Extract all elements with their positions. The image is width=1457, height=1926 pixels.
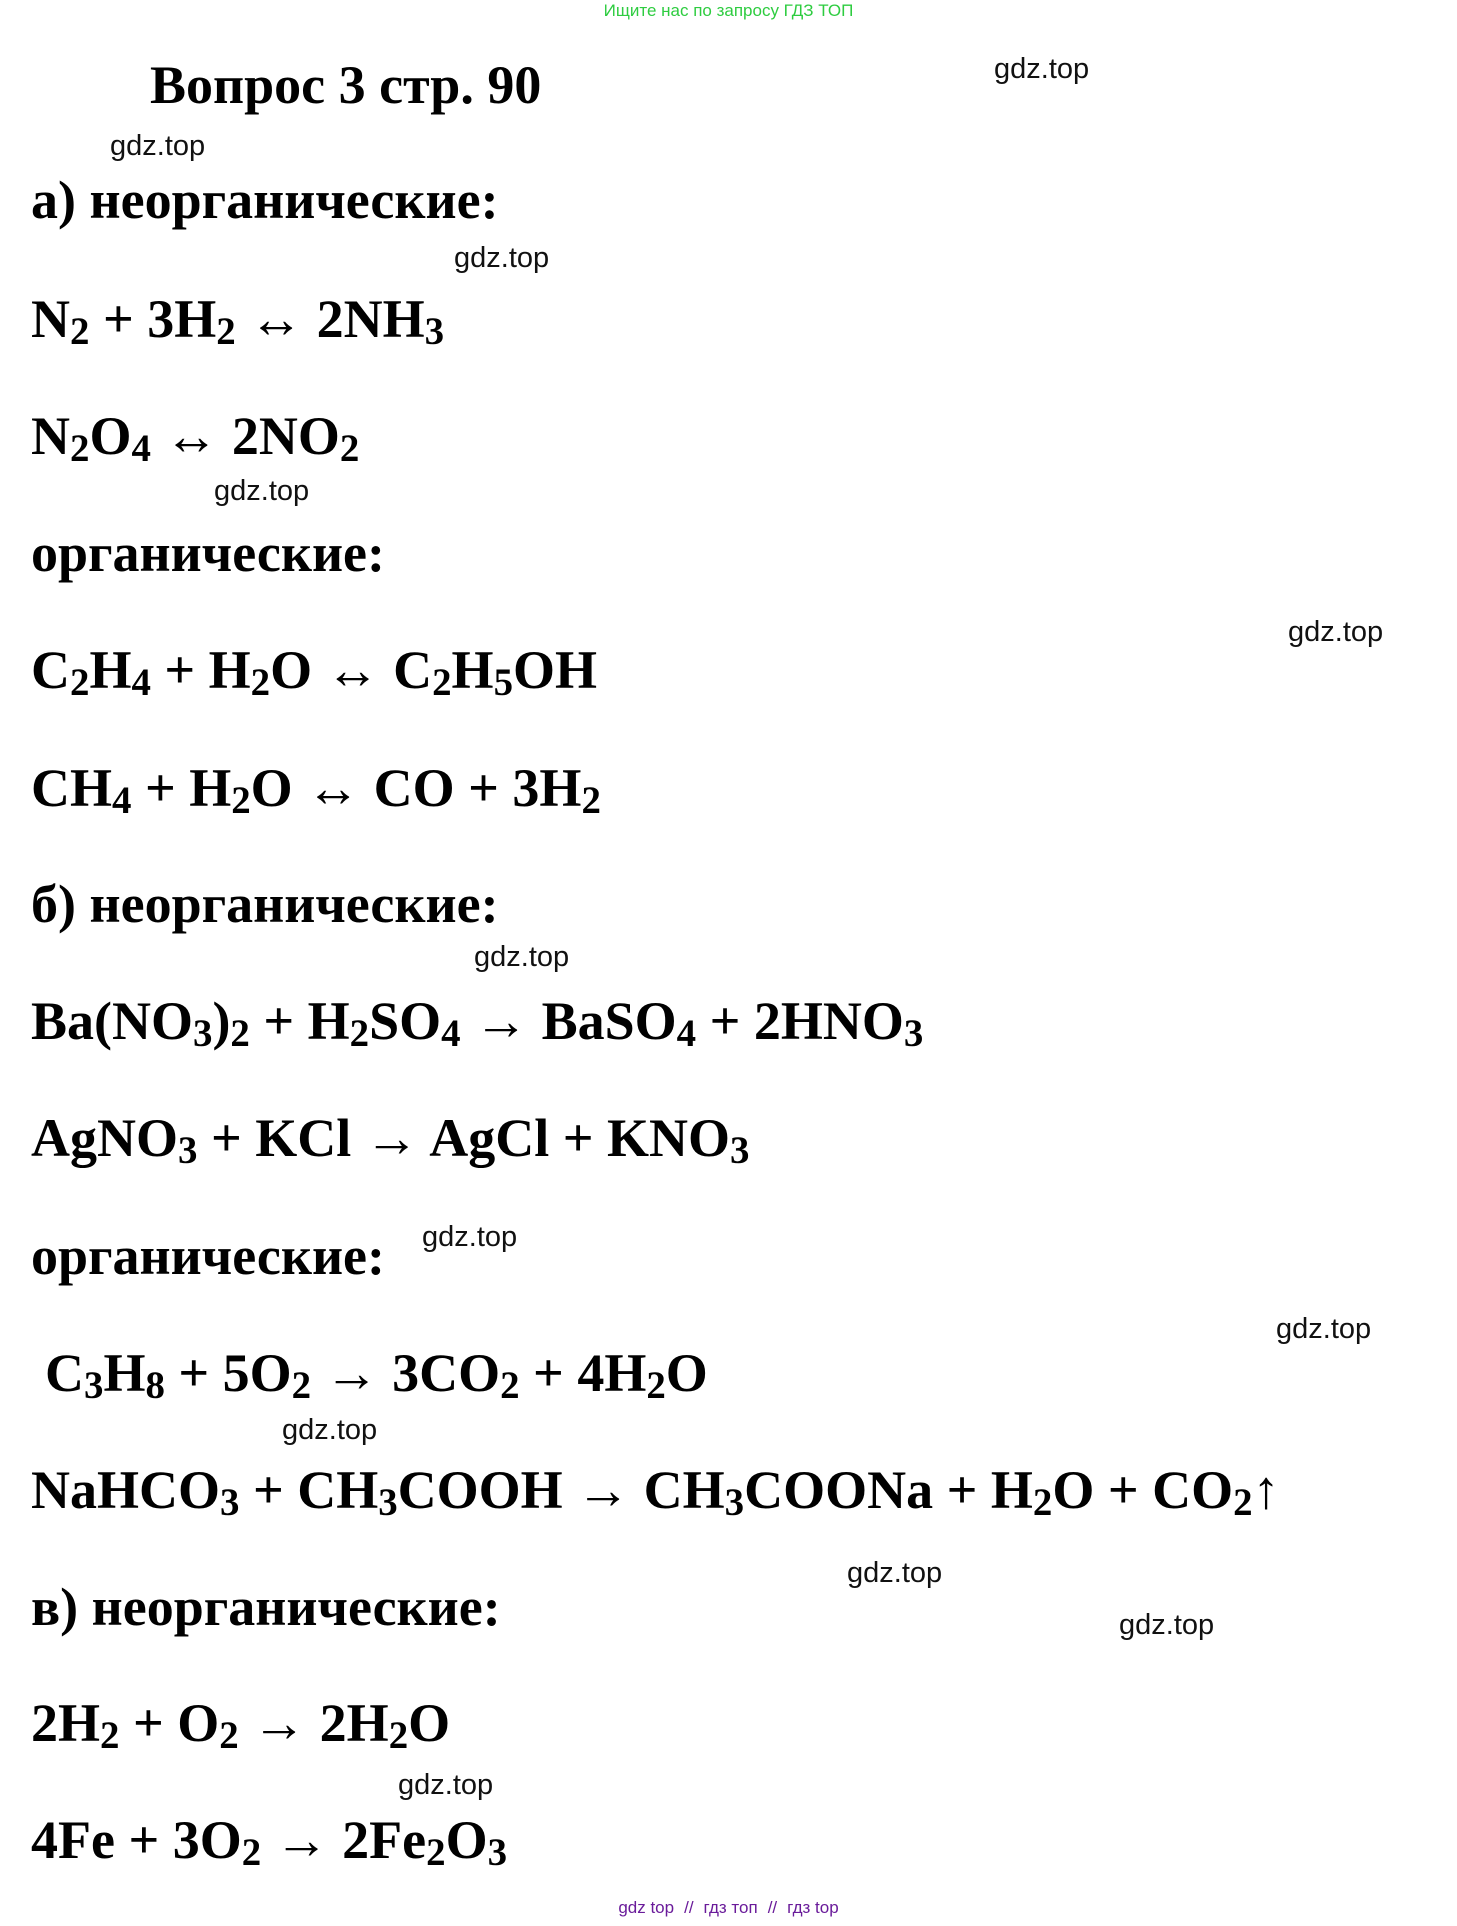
equation-4: $CH_4 + H_2O$ ↔ CO + $3H_2$	[31, 758, 601, 822]
footer-link[interactable]: гдз top	[787, 1898, 839, 1917]
top-banner: Ищите нас по запросу ГДЗ ТОП	[603, 1, 854, 20]
watermark: gdz.top	[422, 1221, 518, 1253]
equation-3: $C_2H_4 + H_2O$ ↔ $C_2H_5OH$	[31, 640, 598, 704]
footer-separator: //	[767, 1898, 778, 1917]
watermark: gdz.top	[994, 53, 1090, 85]
equation-10: $4Fe + 3O_2 \to 2Fe_2O_3$	[31, 1810, 508, 1874]
section-heading-v-inorganic: в) неорганические:	[31, 1577, 501, 1637]
section-heading-b-inorganic: б) неорганические:	[31, 874, 499, 934]
watermark: gdz.top	[847, 1557, 943, 1589]
watermark: gdz.top	[1288, 616, 1384, 648]
watermark: gdz.top	[1276, 1313, 1372, 1345]
watermark: gdz.top	[282, 1414, 378, 1446]
footer-link[interactable]: гдз топ	[703, 1898, 758, 1917]
equation-5: $Ba(NO_3)_2 + H_2SO_4$ → BaSO$_4$ + $2HNO_3$	[31, 991, 924, 1055]
watermark: gdz.top	[214, 475, 310, 507]
page-title: Вопрос 3 стр. 90	[150, 55, 542, 115]
watermark: gdz.top	[474, 941, 570, 973]
equation-7: $C_3H_8 + 5O_2 \to 3CO_2 + 4H_2O$	[45, 1343, 708, 1407]
footer-separator: //	[684, 1898, 694, 1917]
section-heading-a-organic: органические:	[31, 523, 386, 583]
equation-9: $2H_2 + O_2 \to 2H_2O$	[31, 1693, 451, 1757]
equation-1: $N_2 + 3H_2$ ↔ $2NH_3$	[31, 289, 445, 353]
equation-6: AgNO$_3$ + KCl → AgCl + $KNO_3$	[31, 1108, 750, 1172]
section-heading-b-organic: органические:	[31, 1226, 386, 1286]
footer-links	[0, 1897, 1457, 1919]
watermark: gdz.top	[454, 242, 550, 274]
watermark: gdz.top	[1119, 1609, 1215, 1641]
watermark: gdz.top	[110, 130, 206, 162]
footer-link[interactable]: gdz top	[618, 1898, 675, 1917]
watermark: gdz.top	[398, 1769, 494, 1801]
section-heading-a-inorganic: а) неорганические:	[31, 170, 499, 230]
equation-8: NaHCO$_3$ + $CH_3COOH$ → $CH_3COONa + H_2O$ + $CO_2↑$	[31, 1460, 1280, 1524]
equation-2: $N_2O_4$ ↔ $2NO_2$	[31, 406, 360, 470]
